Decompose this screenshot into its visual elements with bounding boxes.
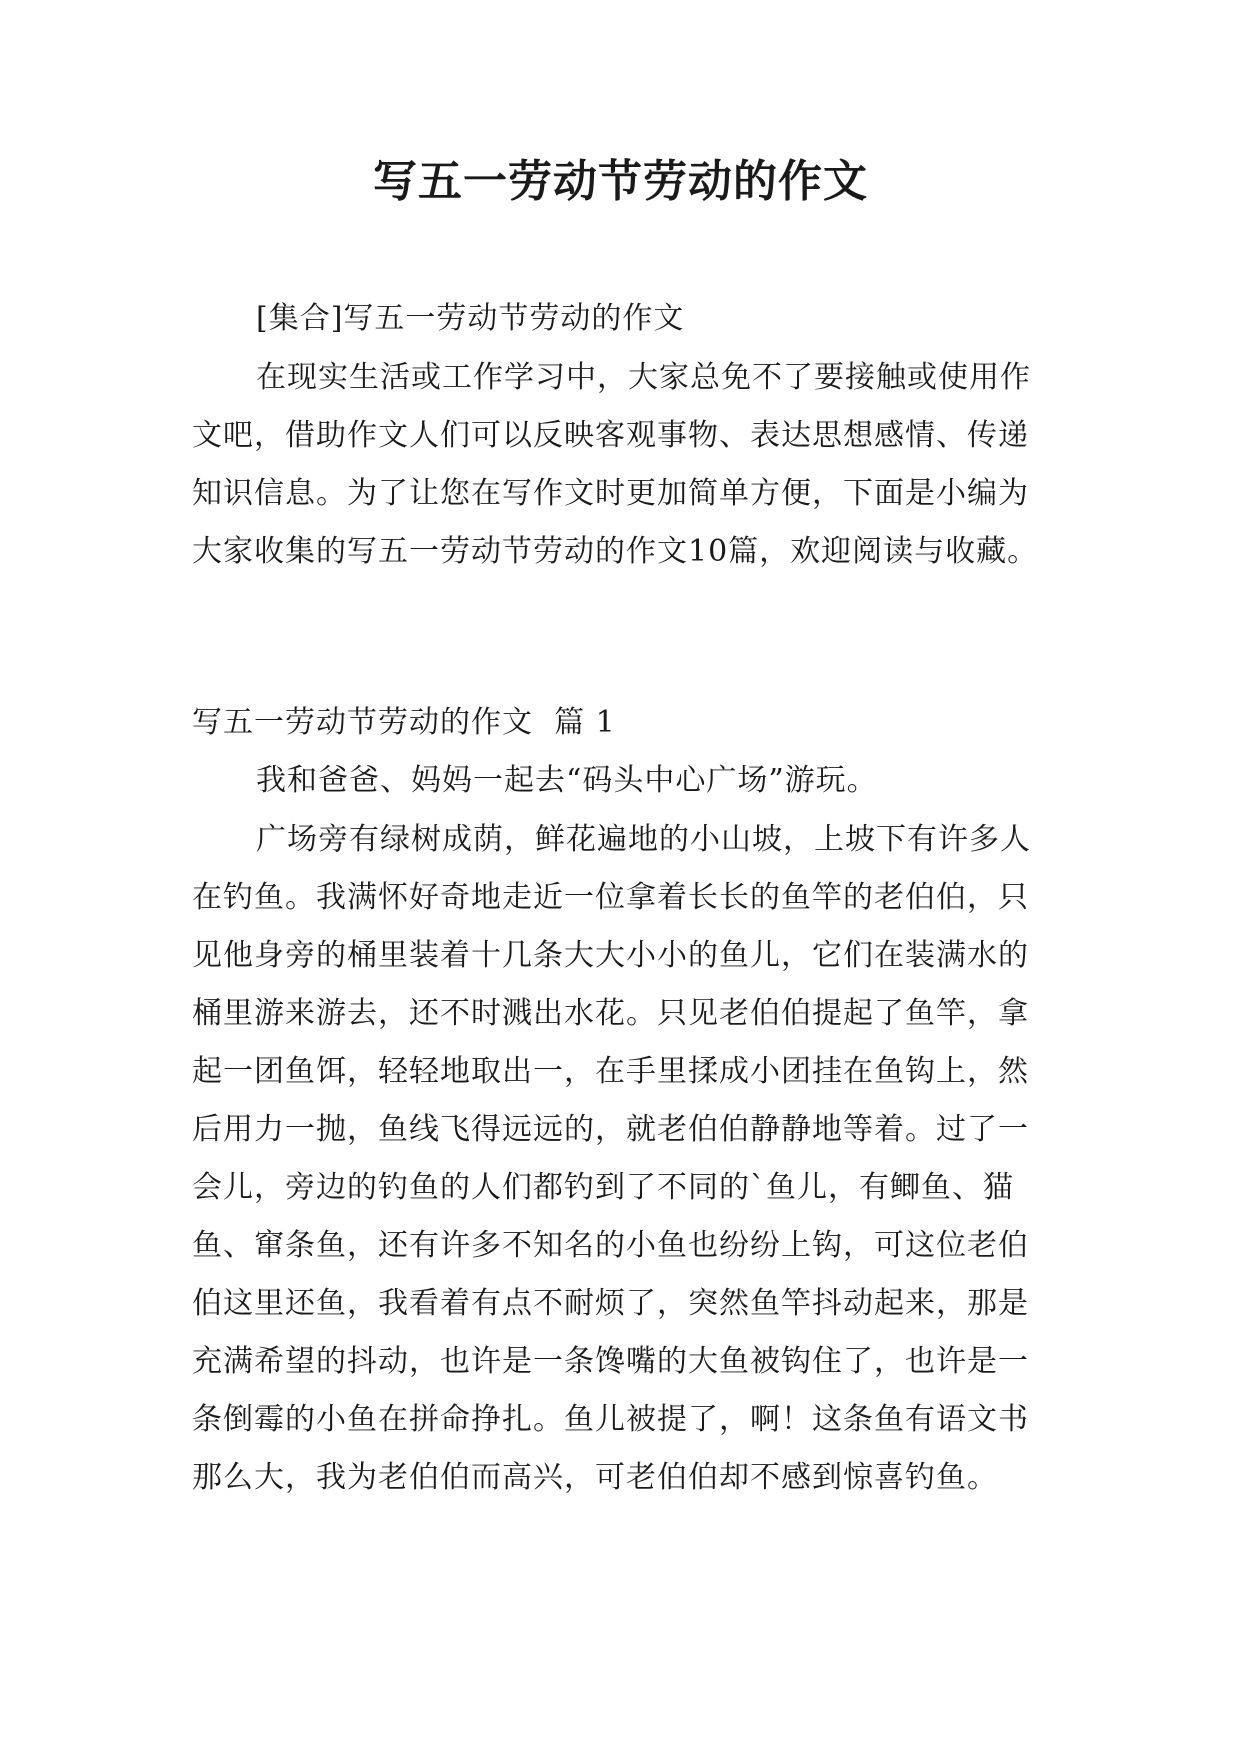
body-paragraph: 我和爸爸、妈妈一起去“码头中心广场”游玩。 [256,763,878,798]
body-paragraph: 广场旁有绿树成荫，鲜花遍地的小山坡，上坡下有许多人在钓鱼。我满怀好奇地走近一位拿着长长的鱼竿的老伯伯，只见他身旁的桶里装着十几条大大小小的鱼儿，它们在装满水的桶里游来游去，还不时溅出水花。只见老伯伯提起了鱼竿，拿起一团鱼饵，轻轻地取出一，在手里揉成小团挂在鱼钩上，然后用力一抛，鱼线飞得远远的，就老伯伯静静地等着。过了一会儿，旁边的钓鱼的人们都钓到了不同的`鱼儿，有鲫鱼、猫鱼、窜条鱼，还有许多不知名的小鱼也纷纷上钩，可这位老伯伯这里还鱼，我看着有点不耐烦了，突然鱼竿抖动起来，那是充满希望的抖动，也许是一条馋嘴的大鱼被钩住了，也许是一条倒霉的小鱼在拼命挣扎。鱼儿被提了，啊！这条鱼有语文书那么大，我为老伯伯而高兴，可老伯伯却不感到惊喜钓鱼。 [192,822,1031,1495]
document-title: 写五一劳动节劳动的作文 [373,156,868,207]
intro-paragraph: 在现实生活或工作学习中，大家总免不了要接触或使用作文吧，借助作文人们可以反映客观事物、表达思想感情、传递知识信息。为了让您在写作文时更加简单方便，下面是小编为大家收集的写五一劳动节劳动的作文10篇，欢迎阅读与收藏。 [192,360,1039,569]
document-subtitle: [集合]写五一劳动节劳动的作文 [256,301,685,336]
section-heading: 写五一劳动节劳动的作文 篇 1 [192,705,616,740]
